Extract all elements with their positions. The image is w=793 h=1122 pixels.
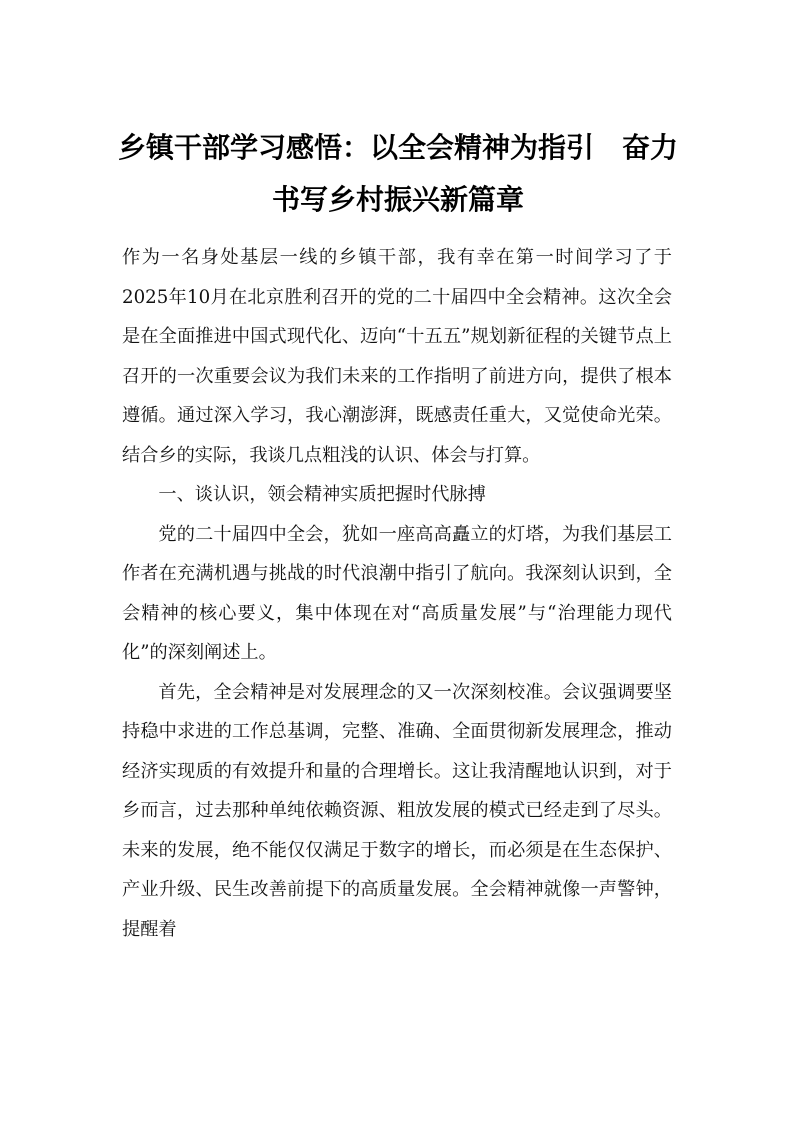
paragraph-3: 首先，全会精神是对发展理念的又一次深刻校准。会议强调要坚持稳中求进的工作总基调，完整、准确、全面贯彻新发展理念，推动经济实现质的有效提升和量的合理增长。这让我清醒地认识到，对于乡而言，过去那种单纯依赖资源、粗放发展的模式已经走到了尽头。未来的发展，绝不能仅仅满足于数字的增长，而必须是在生态保护、产业升级、民生改善前提下的高质量发展。全会精神就像一声警钟，提醒着: [122, 681, 672, 940]
document-title: 乡镇干部学习感悟：以全会精神为指引 奋力书写乡村振兴新篇章: [118, 131, 679, 216]
document-body: [122, 238, 672, 949]
section-heading-1: 一、谈认识，领会精神实质把握时代脉搏: [158, 484, 486, 505]
paragraph-intro: 作为一名身处基层一线的乡镇干部，我有幸在第一时间学习了于2025年10月在北京胜利召开的党的二十届四中全会精神。这次全会是在全面推进中国式现代化、迈向“十五五”规划新征程的关键节点上召开的一次重要会议为我们未来的工作指明了前进方向，提供了根本遵循。通过深入学习，我心潮澎湃，既感责任重大，又觉使命光荣。结合乡的实际，我谈几点粗浅的认识、体会与打算。: [122, 247, 672, 466]
paragraph-2: 党的二十届四中全会，犹如一座高高矗立的灯塔，为我们基层工作者在充满机遇与挑战的时代浪潮中指引了航向。我深刻认识到，全会精神的核心要义，集中体现在对“高质量发展”与“治理能力现代化”的深刻阐述上。: [122, 523, 672, 663]
